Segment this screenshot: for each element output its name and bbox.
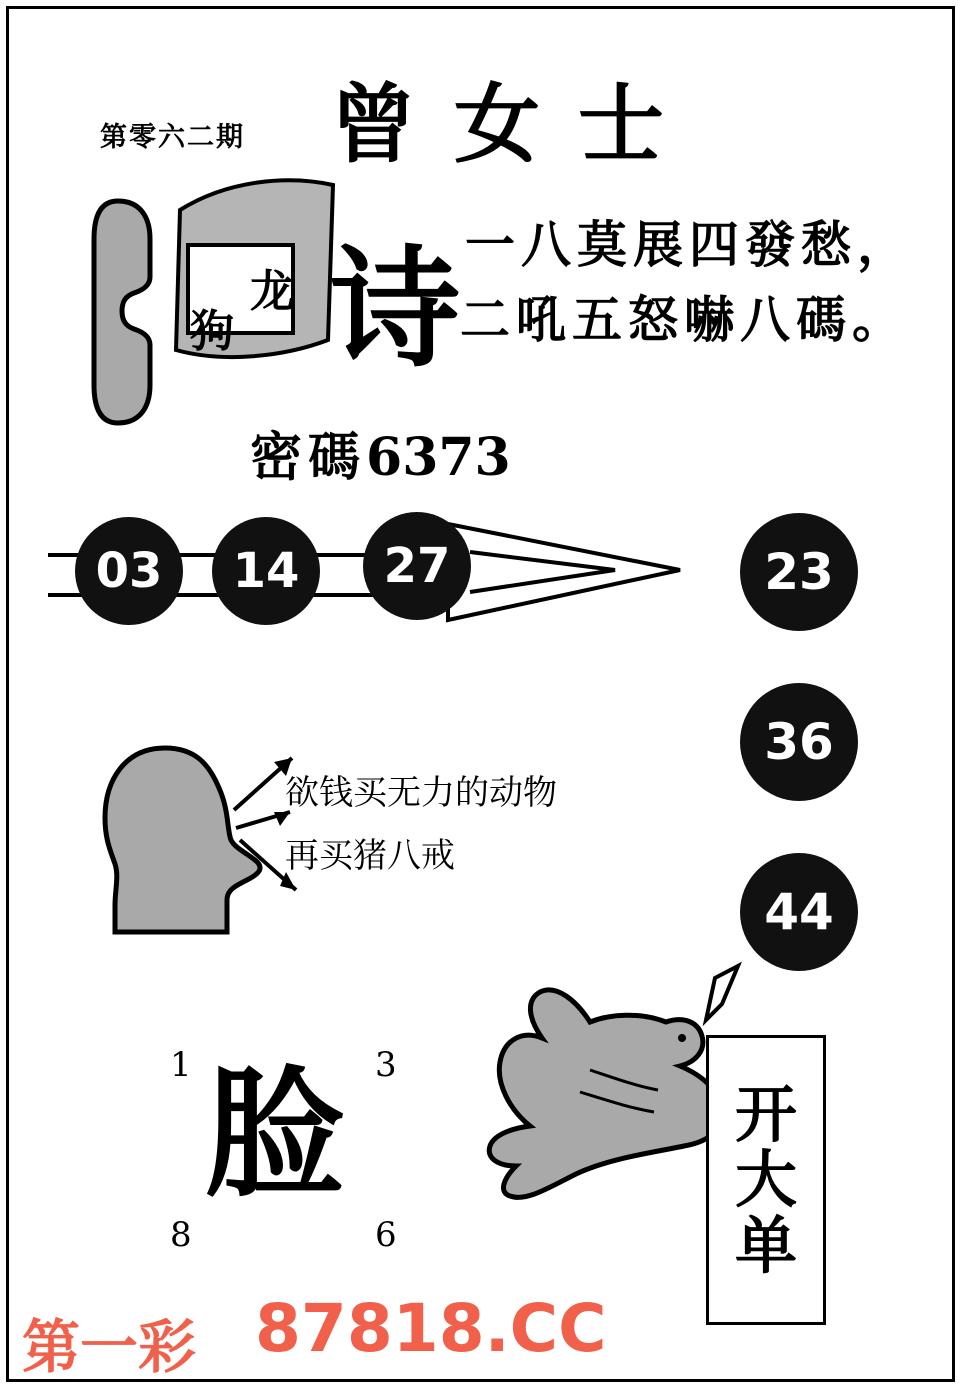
footer-brand: 第一彩: [22, 1313, 197, 1381]
corner-digit-bottom-right: 6: [375, 1215, 397, 1255]
ball-main-3: 27: [363, 512, 471, 620]
vertical-text-box: [706, 1035, 826, 1325]
vertical-char-2: 大: [734, 1143, 797, 1217]
corner-digit-top-right: 3: [375, 1045, 397, 1085]
poem-line-1: 一八莫展四發愁，: [465, 215, 913, 274]
poem-character: 诗: [330, 232, 461, 385]
vertical-char-3: 单: [734, 1208, 797, 1282]
arrow-head-shape: [440, 512, 690, 632]
card-word-dog: 狗: [190, 306, 234, 357]
corner-digit-top-left: 1: [170, 1045, 192, 1085]
poem-line-2: 二吼五怒嚇八碼。: [460, 290, 908, 349]
password-value: 6373: [366, 427, 511, 488]
vertical-char-1: 开: [734, 1078, 797, 1152]
password-row: [250, 415, 511, 490]
issue-label: 第零六二期: [100, 122, 245, 153]
phone-handset-icon: [88, 195, 178, 430]
ball-side-2: 36: [740, 683, 858, 801]
speech-line-2: 再买猪八戒: [285, 836, 455, 876]
big-character: 脸: [205, 1053, 346, 1217]
ball-main-1: 03: [75, 517, 183, 625]
speech-line-1: 欲钱买无力的动物: [285, 773, 557, 813]
corner-digit-bottom-left: 8: [170, 1215, 192, 1255]
ball-main-2: 14: [212, 517, 320, 625]
ball-side-1: 23: [740, 513, 858, 631]
ball-side-3: 44: [740, 853, 858, 971]
card-word-dragon: 龙: [250, 266, 294, 317]
page-title: 曾女士: [330, 74, 702, 175]
footer-url[interactable]: 87818.CC: [255, 1290, 607, 1367]
password-label: 密碼: [250, 427, 367, 488]
